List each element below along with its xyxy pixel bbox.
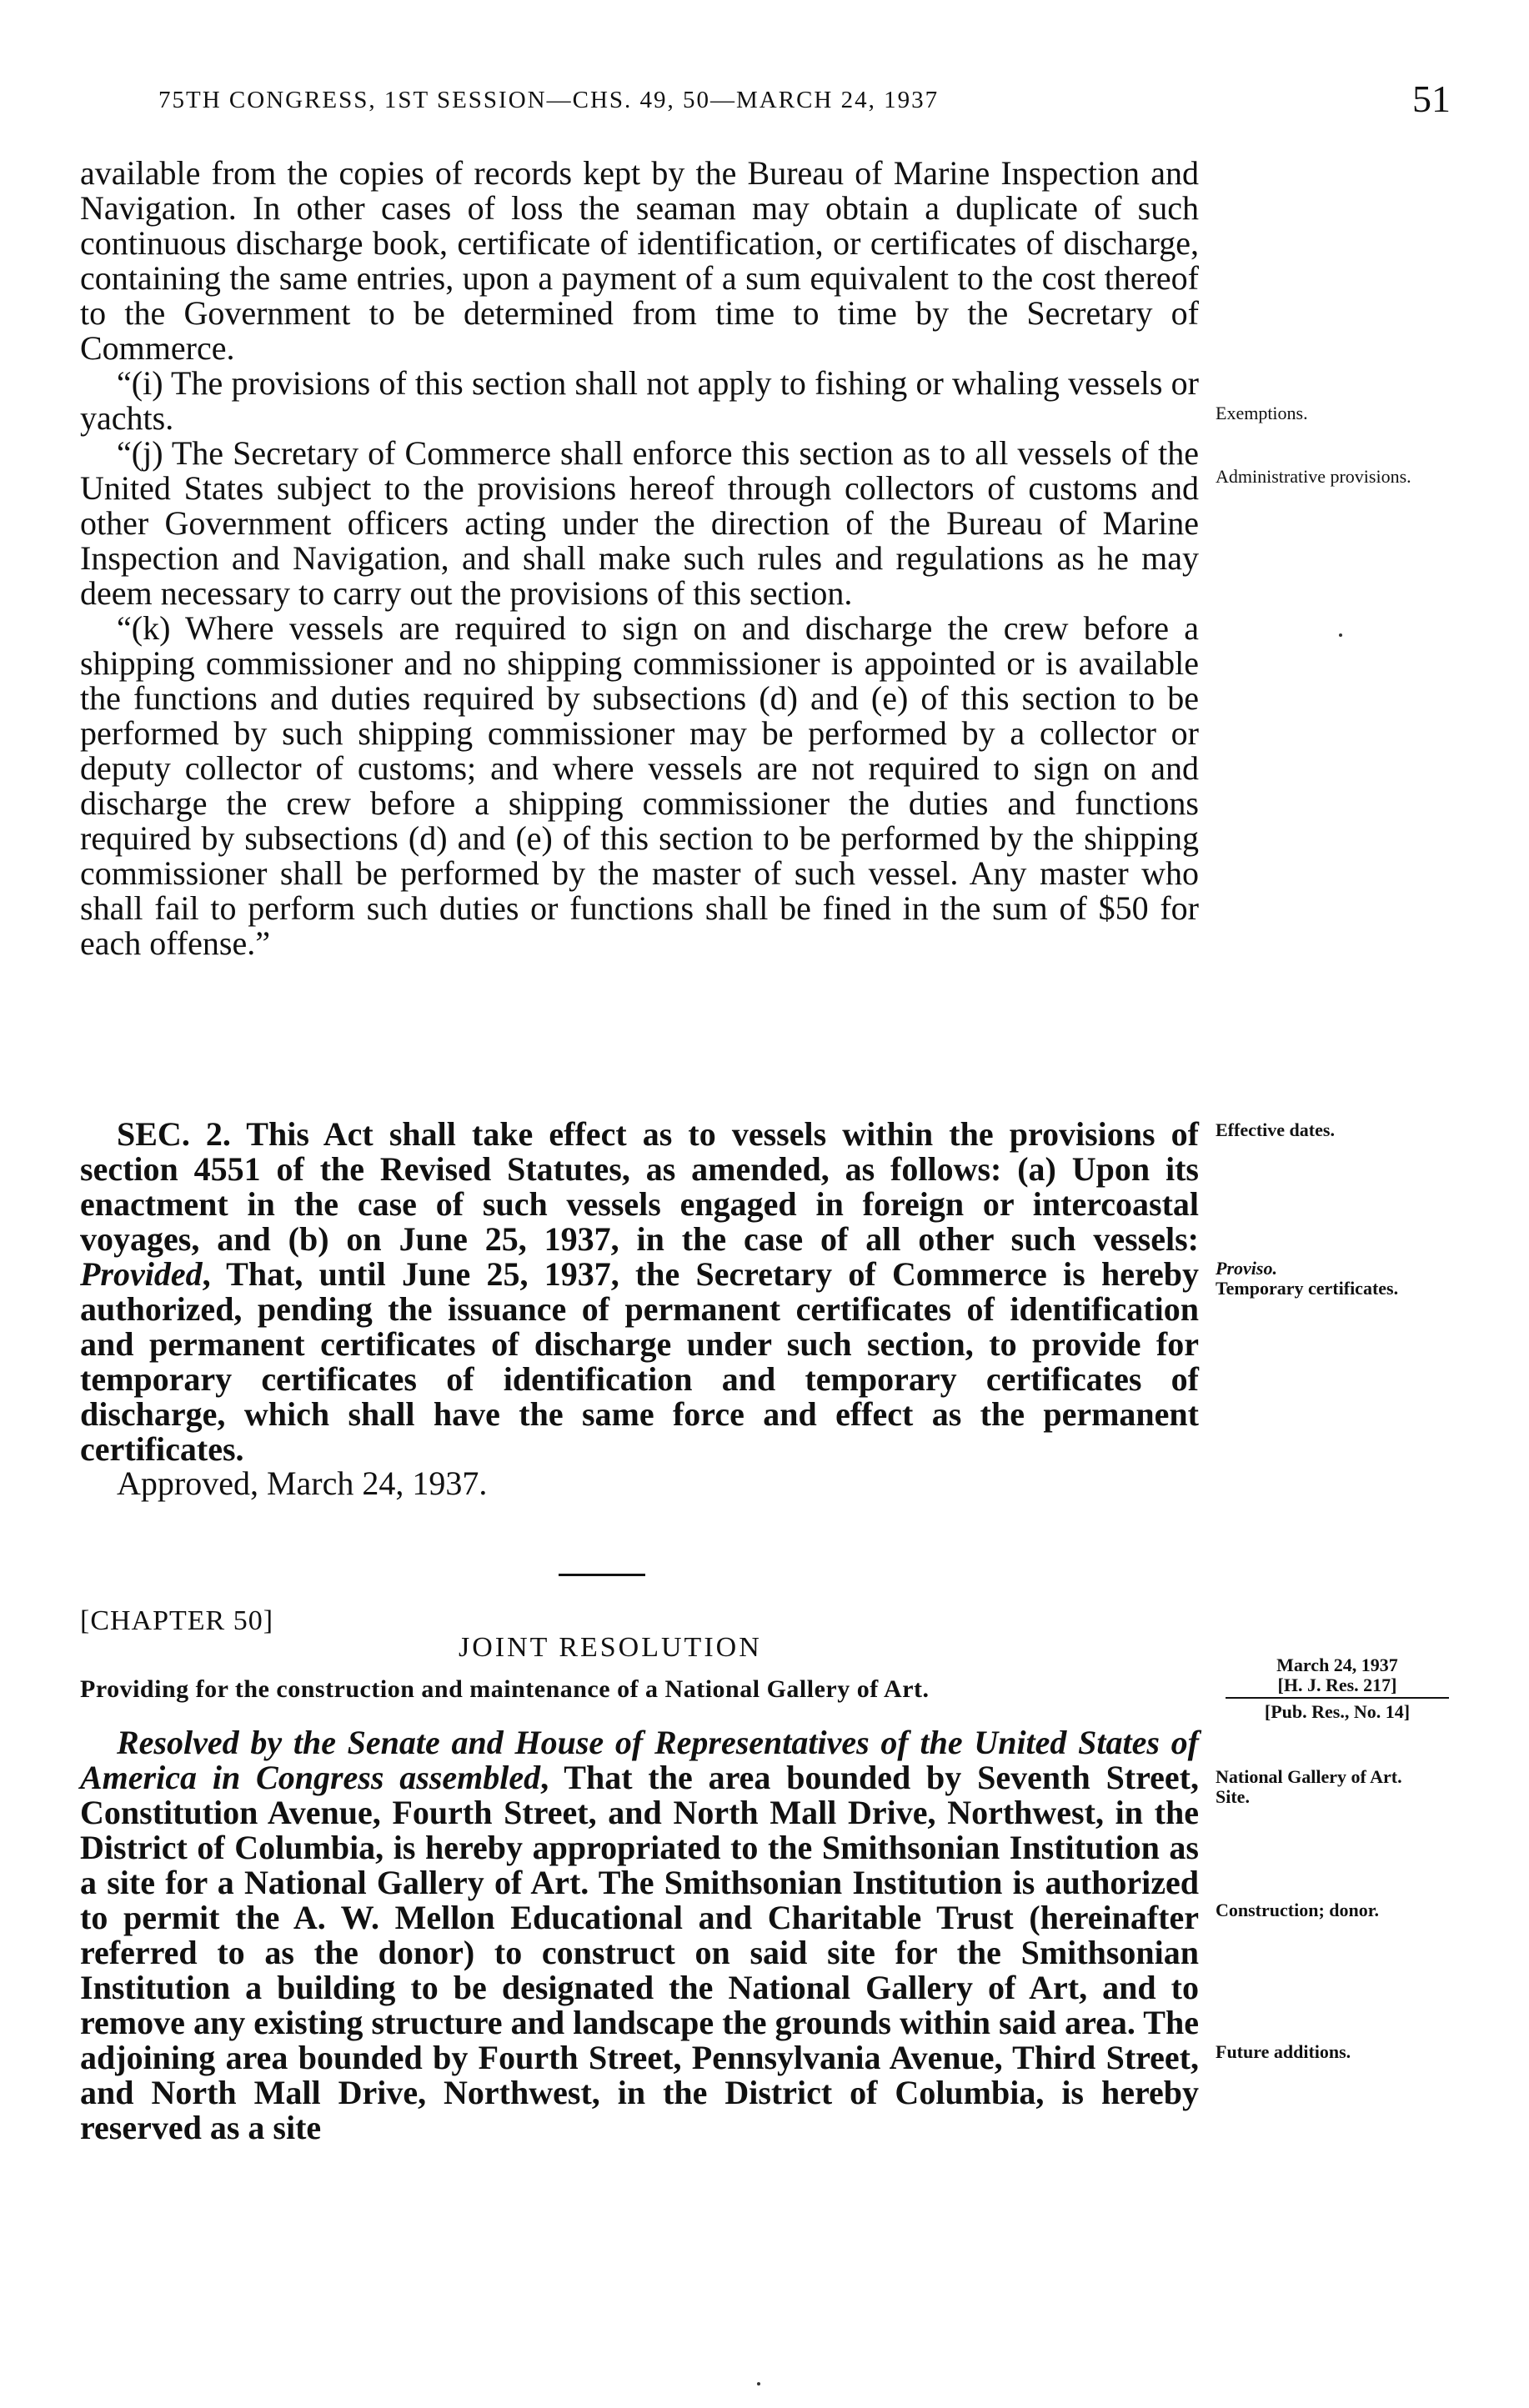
resolution-citation (1226, 1655, 1449, 1722)
citation-house-resolution: [H. J. Res. 217] (1226, 1675, 1449, 1699)
chapter-divider-rule (559, 1574, 645, 1576)
margin-note-national-gallery (1216, 1767, 1466, 1807)
chapter-49-text (80, 156, 1199, 961)
approval-line: Approved, March 24, 1937. (117, 1464, 488, 1502)
section-2-proviso-text: , That, until June 25, 1937, the Secretary of Commerce is hereby authorized, pending the issuance of permanent certificates of identification and permanent certificates of discharge under such section, to provide for temporary certificates of identification and temporary certificates of discharge, which shall have the same force and effect as the permanent certificates. (80, 1255, 1199, 1468)
citation-public-resolution: [Pub. Res., No. 14] (1264, 1701, 1411, 1722)
running-head (158, 78, 1451, 132)
resolution-body: , That the area bounded by Seventh Street, Constitution Avenue, Fourth Street, and North Mall Drive, Northwest, in the District of Columbia, is hereby appropriated to the Smithsonian Institution as a site for a National Gallery of Art. The Smithsonian Institution is authorized to permit the A. W. Mellon Educational and Charitable Trust (hereinafter referred to as the donor) to construct on said site for the Smithsonian Institution a building to be designated the National Gallery of Art, and to remove any existing structure and landscape the grounds within said area. The adjoining area bounded by Fourth Street, Pennsylvania Avenue, Third Street, and North Mall Drive, Northwest, in the District of Columbia, is hereby reserved as a site (80, 1759, 1199, 2146)
margin-note-temporary: Temporary certificates. (1216, 1278, 1399, 1299)
resolution-paragraph (80, 1725, 1199, 2145)
section-2-opening: SEC. 2. This Act shall take effect as to vessels within the provisions of section 4551 of the Revised Statutes, as amended, as follows: (a) Upon its enactment in the case of such vessels engaged in foreign or intercoastal voyages, and (b) on June 25, 1937, in the case of all other such vessels: (80, 1115, 1199, 1258)
margin-note-proviso-label: Proviso. (1216, 1258, 1277, 1279)
enacting-clause: Resolved by the Senate and House of Representatives of the United States of America in Congress assembled (80, 1724, 1199, 1796)
margin-note-administrative: Administrative provisions. (1216, 466, 1411, 487)
print-speck (757, 2382, 760, 2385)
margin-note-proviso (1216, 1259, 1466, 1299)
paragraph-j: “(j) The Secretary of Commerce shall enforce this section as to all vessels of the United States subject to the provisions hereof through collectors of customs and other Government officers acting under the direction of the Bureau of Marine Inspection and Navigation, and shall make such rules and regulations as he may deem necessary to carry out the provisions of this section. (80, 434, 1199, 612)
paragraph-continuation: available from the copies of records kept by the Bureau of Marine Inspection and Navigation. In other cases of loss the seaman may obtain a duplicate of such continuous discharge book, certificate of identification, or certificates of discharge, containing the same entries, upon a payment of a sum equivalent to the cost thereof to the Government to be determined from time to time by the Secretary of Commerce. (80, 154, 1199, 367)
margin-note-future-additions: Future additions. (1216, 2041, 1351, 2062)
paragraph-i: “(i) The provisions of this section shall not apply to fishing or whaling vessels or yachts. (80, 364, 1199, 437)
margin-note-national-gallery-label: National Gallery of Art. (1216, 1766, 1402, 1787)
section-2-text (80, 1117, 1199, 1467)
page-number: 51 (1412, 78, 1451, 120)
margin-note-effective-dates: Effective dates. (1216, 1119, 1335, 1140)
section-2-paragraph (80, 1117, 1199, 1467)
print-speck (1339, 633, 1342, 637)
margin-note-site: Site. (1216, 1786, 1250, 1807)
joint-resolution-subtitle: Providing for the construction and maintenance of a National Gallery of Art. (80, 1675, 930, 1703)
citation-date: March 24, 1937 (1276, 1655, 1398, 1675)
chapter-50-text (80, 1725, 1199, 2145)
proviso-word: Provided (80, 1255, 203, 1293)
margin-note-construction: Construction; donor. (1216, 1900, 1379, 1920)
running-head-title: 75TH CONGRESS, 1ST SESSION—CHS. 49, 50—MARCH 24, 1937 (158, 87, 940, 113)
paragraph-k: “(k) Where vessels are required to sign on and discharge the crew before a shipping commissioner and no shipping commissioner is appointed or is available the functions and duties required by subsections (d) and (e) of this section to be performed by such shipping commissioner may be performed by a collector or deputy collector of customs; and where vessels are not required to sign on and discharge the crew before a shipping commissioner the duties and functions required by subsections (d) and (e) of this section to be performed by the shipping commissioner shall be performed by the master of such vessel. Any master who shall fail to perform such duties or functions shall be fined in the sum of $50 for each offense.” (80, 609, 1199, 962)
joint-resolution-title: JOINT RESOLUTION (459, 1632, 762, 1663)
margin-note-exemptions: Exemptions. (1216, 403, 1308, 423)
chapter-label: [CHAPTER 50] (80, 1605, 274, 1636)
